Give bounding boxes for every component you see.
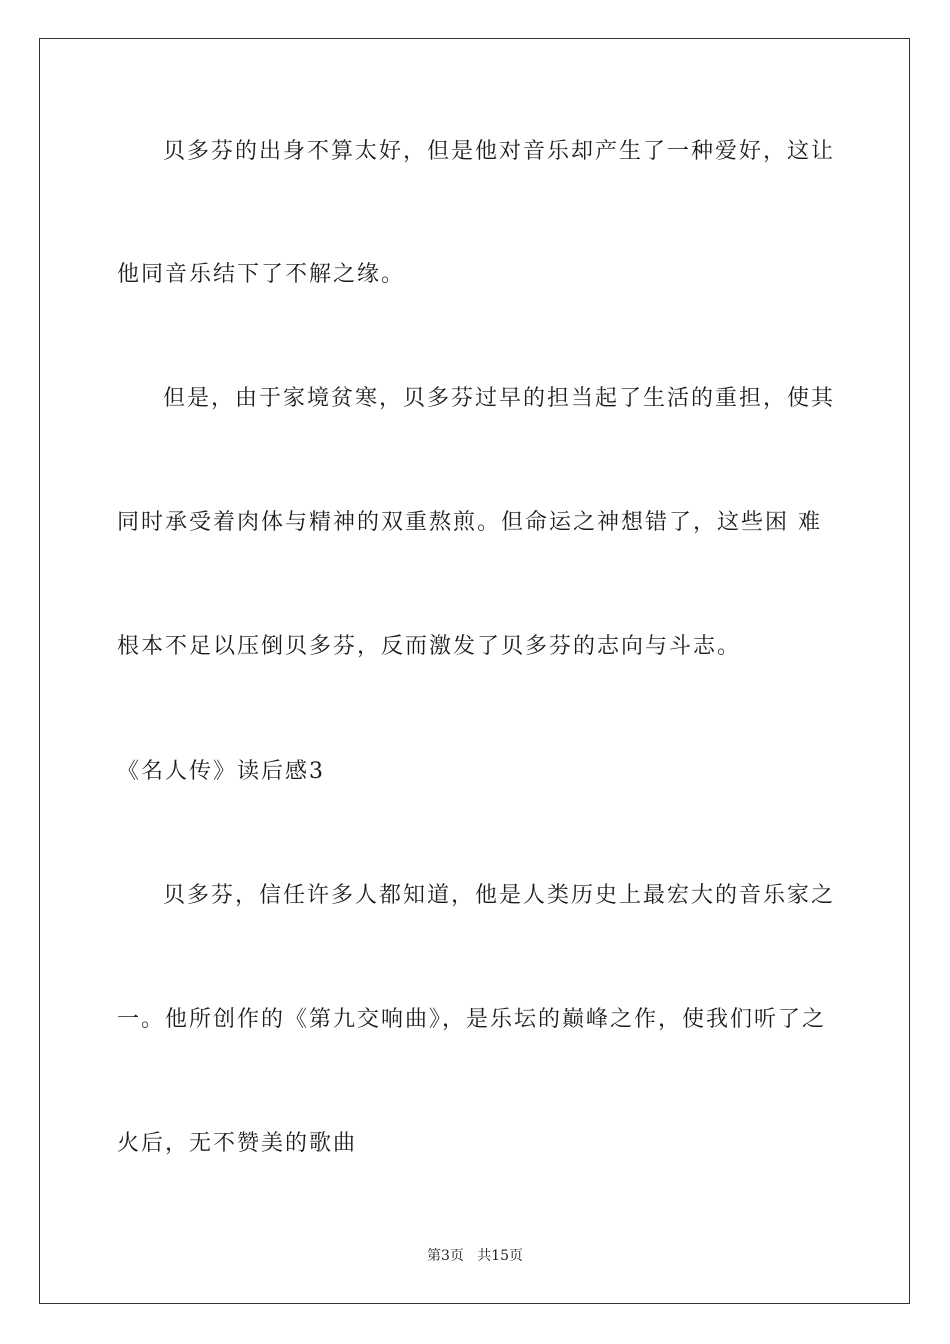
section-heading: 《名人传》读后感3 <box>117 759 325 784</box>
page-footer: 第3页 共15页 <box>426 1248 524 1264</box>
paragraph-line-3: 但是，由于家境贫寒，贝多芬过早的担当起了生活的重担，使其 <box>163 386 836 411</box>
paragraph-line-4: 同时承受着肉体与精神的双重熬煎。但命运之神想错了，这些困 难 <box>117 510 822 535</box>
paragraph-line-6: 贝多芬，信任许多人都知道，他是人类历史上最宏大的音乐家之 <box>163 883 836 908</box>
paragraph-line-1: 贝多芬的出身不算太好，但是他对音乐却产生了一种爱好，这让 <box>163 139 836 164</box>
paragraph-line-8: 火后，无不赞美的歌曲 <box>117 1131 358 1156</box>
paragraph-line-5: 根本不足以压倒贝多芬，反而激发了贝多芬的志向与斗志。 <box>117 634 742 659</box>
paragraph-line-7: 一。他所创作的《第九交响曲》，是乐坛的巅峰之作，使我们听了之 <box>117 1007 827 1032</box>
page-border <box>39 38 910 1304</box>
paragraph-line-2: 他同音乐结下了不解之缘。 <box>117 262 406 287</box>
